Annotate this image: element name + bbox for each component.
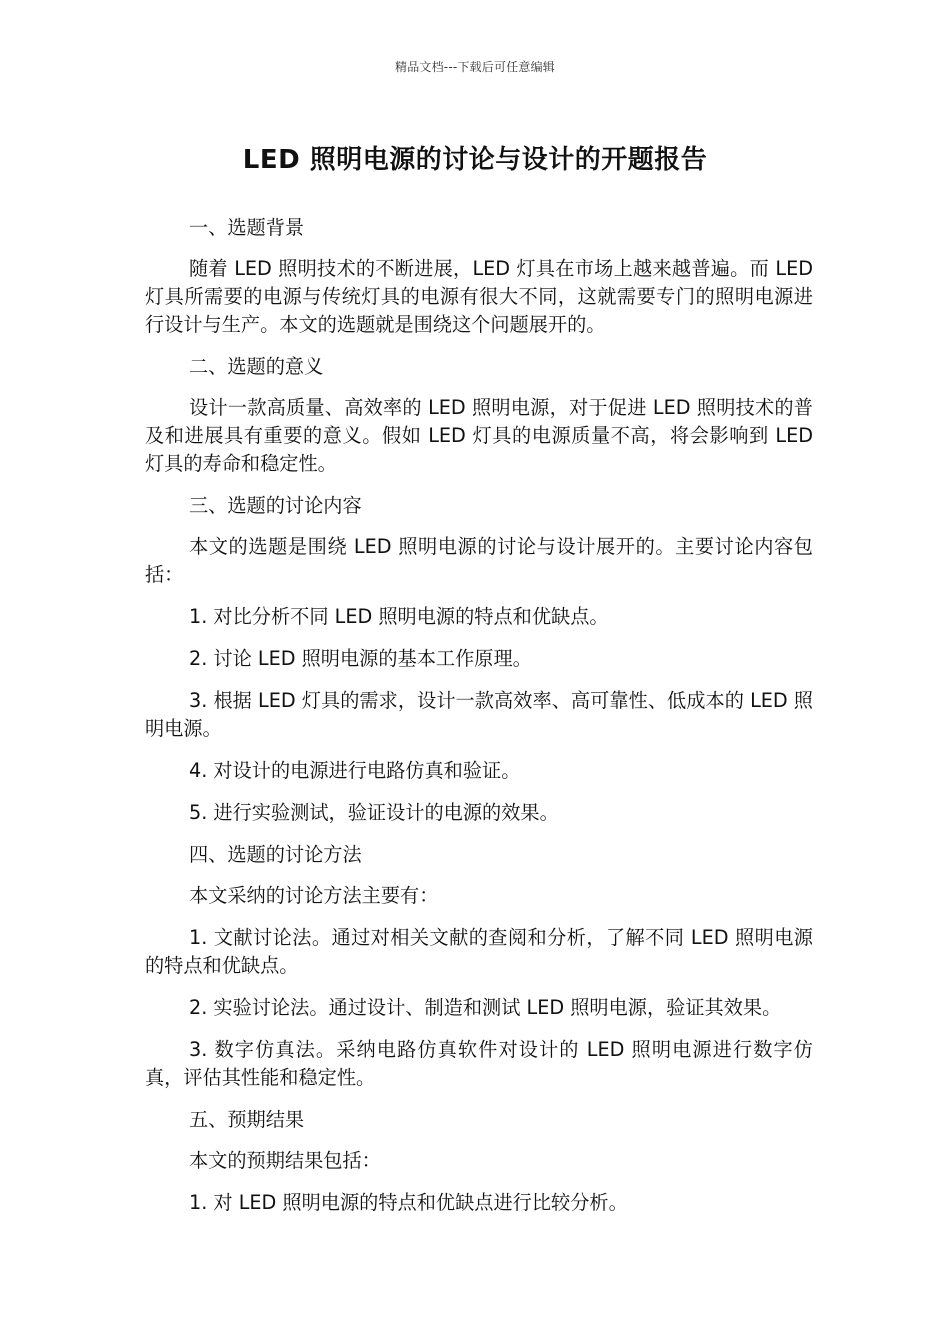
list-item-content-2: 2. 讨论 LED 照明电源的基本工作原理。 bbox=[189, 647, 532, 670]
list-item-methods-3: 3. 数字仿真法。采纳电路仿真软件对设计的 LED 照明电源进行数字仿真，评估其性能和稳定性。 bbox=[145, 1038, 813, 1089]
paragraph-background: 随着 LED 照明技术的不断进展，LED 灯具在市场上越来越普遍。而 LED 灯具所需要的电源与传统灯具的电源有很大不同，这就需要专门的照明电源进行设计与生产。本文的选题就是围绕这个问题展开的。 bbox=[145, 257, 813, 336]
document-title: LED 照明电源的讨论与设计的开题报告 bbox=[242, 145, 708, 175]
paragraph-methods-intro: 本文采纳的讨论方法主要有： bbox=[189, 884, 439, 907]
list-item-methods-2: 2. 实验讨论法。通过设计、制造和测试 LED 照明电源，验证其效果。 bbox=[189, 996, 782, 1019]
list-item-content-1: 1. 对比分析不同 LED 照明电源的特点和优缺点。 bbox=[189, 605, 609, 628]
document-body bbox=[145, 214, 813, 1231]
paragraph-significance: 设计一款高质量、高效率的 LED 照明电源，对于促进 LED 照明技术的普及和进展具有重要的意义。假如 LED 灯具的电源质量不高，将会影响到 LED 灯具的寿命和稳定性。 bbox=[145, 396, 813, 475]
section-heading-background: 一、选题背景 bbox=[189, 216, 305, 239]
list-item-expected-1: 1. 对 LED 照明电源的特点和优缺点进行比较分析。 bbox=[189, 1191, 628, 1214]
section-heading-expected-results: 五、预期结果 bbox=[189, 1108, 305, 1131]
section-heading-methods: 四、选题的讨论方法 bbox=[189, 843, 362, 866]
header-note: 精品文档---下载后可任意编辑 bbox=[395, 60, 555, 74]
list-item-content-3: 3. 根据 LED 灯具的需求，设计一款高效率、高可靠性、低成本的 LED 照明电源。 bbox=[145, 689, 813, 740]
list-item-content-4: 4. 对设计的电源进行电路仿真和验证。 bbox=[189, 759, 521, 782]
section-heading-content: 三、选题的讨论内容 bbox=[189, 494, 362, 517]
section-heading-significance: 二、选题的意义 bbox=[189, 355, 324, 378]
list-item-methods-1: 1. 文献讨论法。通过对相关文献的查阅和分析，了解不同 LED 照明电源的特点和优缺点。 bbox=[145, 926, 813, 977]
paragraph-content-intro: 本文的选题是围绕 LED 照明电源的讨论与设计展开的。主要讨论内容包括： bbox=[145, 535, 813, 586]
paragraph-expected-intro: 本文的预期结果包括： bbox=[189, 1149, 381, 1172]
list-item-content-5: 5. 进行实验测试，验证设计的电源的效果。 bbox=[189, 801, 559, 824]
